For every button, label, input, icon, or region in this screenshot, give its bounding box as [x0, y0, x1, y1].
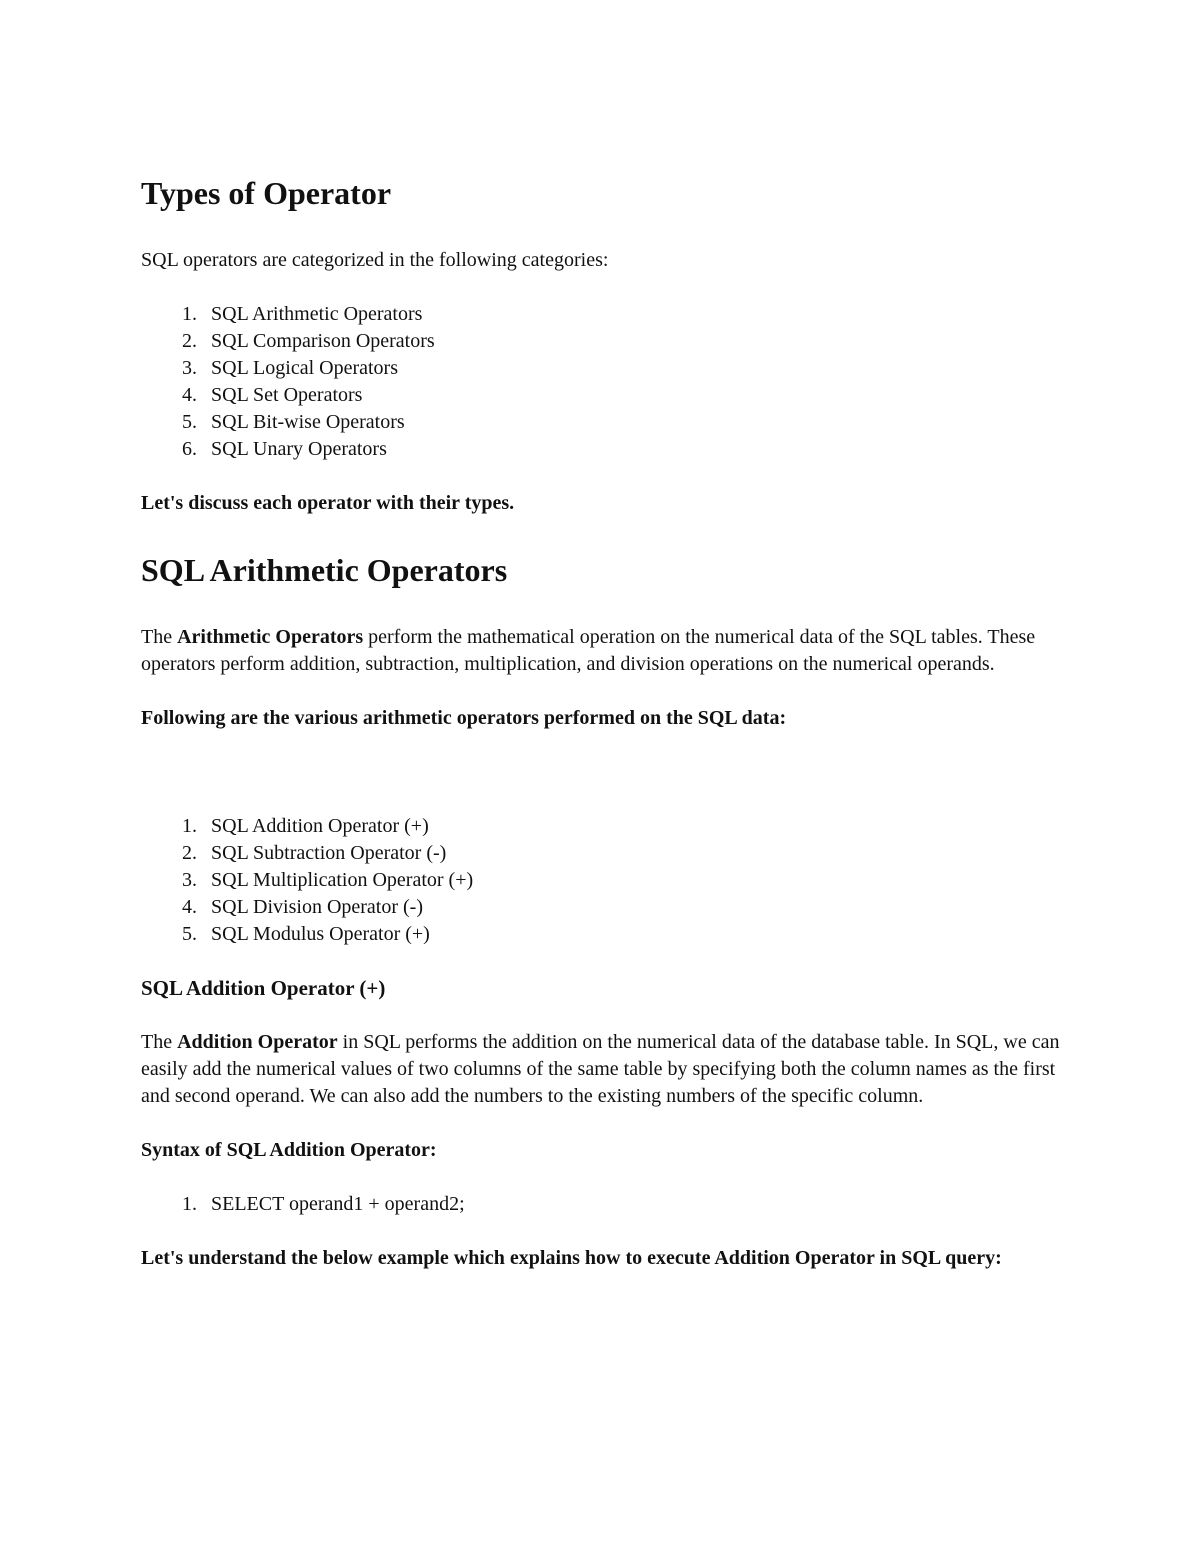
example-label: Let's understand the below example which explains how to execute Addition Operator in SQL query: — [141, 1247, 1002, 1269]
arithmetic-description: The Arithmetic Operators perform the mathematical operation on the numerical data of the SQL tables. These operators perform addition, subtraction, multiplication, and division operations on the numerical operands. — [141, 626, 1036, 675]
list-item-text: SQL Unary Operators — [211, 438, 387, 460]
list-item-text: SQL Subtraction Operator (-) — [211, 842, 447, 864]
discuss-note: Let's discuss each operator with their types. — [141, 492, 515, 514]
page-title: Types of Operator — [141, 175, 392, 211]
list-item: 4. SQL Set Operators — [182, 384, 363, 406]
addition-heading: SQL Addition Operator (+) — [141, 976, 386, 1000]
list-item-text: SQL Multiplication Operator (+) — [211, 869, 474, 891]
list-item-text: SQL Division Operator (-) — [211, 896, 423, 918]
arithmetic-term: Arithmetic Operators — [177, 626, 364, 648]
list-item-text: SQL Logical Operators — [211, 357, 398, 379]
arithmetic-operators-list — [141, 813, 1061, 948]
syntax-code-list — [141, 1191, 1061, 1218]
list-item: 2. SQL Subtraction Operator (-) — [182, 842, 447, 864]
list-item: 5. SQL Bit-wise Operators — [182, 411, 405, 433]
list-item: 5. SQL Modulus Operator (+) — [182, 923, 430, 945]
list-item: 1. SELECT operand1 + operand2; — [182, 1193, 465, 1215]
addition-description: The Addition Operator in SQL performs the addition on the numerical data of the database table. In SQL, we can easily add the numerical values of two columns of the same table by specifying both the column names as the first and second operand. We can also add the numbers to the existing numbers of the specific column. — [141, 1031, 1060, 1107]
list-item-text: SQL Comparison Operators — [211, 330, 435, 352]
list-item-text: SQL Addition Operator (+) — [211, 815, 429, 837]
list-item: 3. SQL Multiplication Operator (+) — [182, 869, 474, 891]
arithmetic-following-note: Following are the various arithmetic operators performed on the SQL data: — [141, 707, 787, 729]
syntax-label: Syntax of SQL Addition Operator: — [141, 1139, 437, 1161]
addition-term: Addition Operator — [177, 1031, 338, 1053]
categories-list — [141, 301, 1061, 463]
list-item-text: SQL Modulus Operator (+) — [211, 923, 430, 945]
list-item: 6. SQL Unary Operators — [182, 438, 387, 460]
list-item: 4. SQL Division Operator (-) — [182, 896, 423, 918]
list-item: 1. SQL Addition Operator (+) — [182, 815, 429, 837]
list-item: 2. SQL Comparison Operators — [182, 330, 435, 352]
code-line: SELECT operand1 + operand2; — [211, 1193, 465, 1215]
list-item-text: SQL Set Operators — [211, 384, 363, 406]
intro-paragraph: SQL operators are categorized in the following categories: — [141, 249, 609, 271]
document-page — [141, 165, 1061, 1272]
list-item: 3. SQL Logical Operators — [182, 357, 398, 379]
list-item-text: SQL Arithmetic Operators — [211, 303, 423, 325]
arithmetic-heading: SQL Arithmetic Operators — [141, 552, 508, 588]
list-item: 1. SQL Arithmetic Operators — [182, 303, 423, 325]
list-item-text: SQL Bit-wise Operators — [211, 411, 405, 433]
